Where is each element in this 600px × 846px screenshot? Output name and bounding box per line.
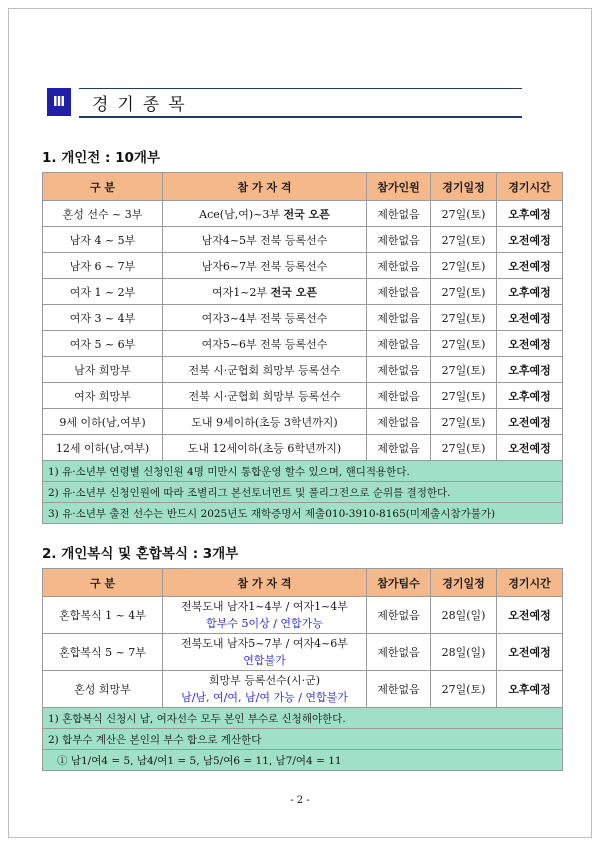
qualification-cell: 남자4~5부 전북 등록선수	[163, 227, 367, 253]
col-header-division: 구 분	[43, 569, 163, 597]
section-number-badge: Ⅲ	[47, 88, 71, 116]
division-cell: 남자 6 ~ 7부	[43, 253, 163, 279]
table-row	[43, 201, 563, 227]
division-cell: 12세 이하(남,여부)	[43, 435, 163, 461]
col-header-date: 경기일정	[431, 173, 497, 201]
doubles-table	[42, 568, 563, 771]
note-row	[43, 461, 563, 482]
section-title: 경기종목	[92, 95, 194, 115]
col-header-time: 경기시간	[497, 173, 563, 201]
table-row	[43, 409, 563, 435]
time-cell: 오후예정	[497, 201, 563, 227]
date-cell: 27일(토)	[431, 227, 497, 253]
division-cell: 혼합복식 1 ~ 4부	[43, 597, 163, 634]
header-rule-bottom	[79, 116, 522, 118]
col-header-qualification: 참 가 자 격	[163, 569, 367, 597]
count-cell: 제한없음	[367, 253, 431, 279]
count-cell: 제한없음	[367, 227, 431, 253]
col-header-count: 참가인원	[367, 173, 431, 201]
date-cell: 28일(일)	[431, 634, 497, 671]
date-cell: 27일(토)	[431, 279, 497, 305]
qualification-cell: 여자3~4부 전북 등록선수	[163, 305, 367, 331]
note-row	[43, 729, 563, 750]
qualification-cell: 희망부 등록선수(시·군) 남/남, 여/여, 남/여 가능 / 연합불가	[163, 671, 367, 708]
table-row	[43, 253, 563, 279]
division-cell: 남자 4 ~ 5부	[43, 227, 163, 253]
note-text: 2) 유·소년부 신청인원에 따라 조별리그 본선토너먼트 및 풀리그전으로 순위를 결정한다.	[43, 482, 563, 503]
time-cell: 오전예정	[497, 305, 563, 331]
date-cell: 28일(일)	[431, 597, 497, 634]
qualification-cell: Ace(남,여)~3부 전국 오픈	[163, 201, 367, 227]
time-cell: 오전예정	[497, 597, 563, 634]
table-row	[43, 227, 563, 253]
table-row	[43, 597, 563, 634]
time-cell: 오후예정	[497, 383, 563, 409]
division-cell: 여자 5 ~ 6부	[43, 331, 163, 357]
time-cell: 오전예정	[497, 331, 563, 357]
qualification-cell: 전북 시·군협회 희망부 등록선수	[163, 357, 367, 383]
time-cell: 오후예정	[497, 279, 563, 305]
count-cell: 제한없음	[367, 671, 431, 708]
division-cell: 9세 이하(남,여부)	[43, 409, 163, 435]
division-cell: 여자 희망부	[43, 383, 163, 409]
qualification-cell: 도내 9세이하(초등 3학년까지)	[163, 409, 367, 435]
note-text: 1) 유·소년부 연령별 신청인원 4명 미만시 통합운영 할수 있으며, 핸디적용한다.	[43, 461, 563, 482]
note-row	[43, 482, 563, 503]
time-cell: 오후예정	[497, 671, 563, 708]
date-cell: 27일(토)	[431, 253, 497, 279]
note-text: 2) 합부수 계산은 본인의 부수 합으로 계산한다	[43, 729, 563, 750]
table-row	[43, 383, 563, 409]
count-cell: 제한없음	[367, 279, 431, 305]
col-header-division: 구 분	[43, 173, 163, 201]
time-cell: 오후예정	[497, 357, 563, 383]
col-header-time: 경기시간	[497, 569, 563, 597]
table-row	[43, 331, 563, 357]
qualification-cell: 전북도내 남자1~4부 / 여자1~4부 합부수 5이상 / 연합가능	[163, 597, 367, 634]
note-text: 1) 혼합복식 신청시 남, 여자선수 모두 본인 부수로 신청해야한다.	[43, 708, 563, 729]
date-cell: 27일(토)	[431, 357, 497, 383]
division-cell: 혼성 희망부	[43, 671, 163, 708]
time-cell: 오전예정	[497, 409, 563, 435]
division-cell: 여자 3 ~ 4부	[43, 305, 163, 331]
section-header	[47, 88, 522, 118]
division-cell: 혼성 선수 ~ 3부	[43, 201, 163, 227]
col-header-team-count: 참가팀수	[367, 569, 431, 597]
date-cell: 27일(토)	[431, 201, 497, 227]
table-row	[43, 279, 563, 305]
table-row	[43, 435, 563, 461]
table-row	[43, 671, 563, 708]
date-cell: 27일(토)	[431, 305, 497, 331]
individual-heading: 1. 개인전 : 10개부	[42, 150, 161, 166]
qualification-cell: 도내 12세이하(초등 6학년까지)	[163, 435, 367, 461]
time-cell: 오전예정	[497, 253, 563, 279]
division-cell: 여자 1 ~ 2부	[43, 279, 163, 305]
note-text: 3) 유·소년부 출전 선수는 반드시 2025년도 재학증명서 제출010-3910-8165(미제출시참가불가)	[43, 503, 563, 524]
qualification-cell: 남자6~7부 전북 등록선수	[163, 253, 367, 279]
table-header-row	[43, 569, 563, 597]
time-cell: 오전예정	[497, 634, 563, 671]
header-rule-top	[79, 88, 522, 89]
note-row	[43, 750, 563, 771]
date-cell: 27일(토)	[431, 331, 497, 357]
note-row	[43, 503, 563, 524]
time-cell: 오전예정	[497, 227, 563, 253]
col-header-date: 경기일정	[431, 569, 497, 597]
note-row	[43, 708, 563, 729]
count-cell: 제한없음	[367, 305, 431, 331]
count-cell: 제한없음	[367, 435, 431, 461]
division-cell: 혼합복식 5 ~ 7부	[43, 634, 163, 671]
page-number: - 2 -	[290, 795, 310, 806]
qualification-cell: 여자5~6부 전북 등록선수	[163, 331, 367, 357]
count-cell: 제한없음	[367, 597, 431, 634]
date-cell: 27일(토)	[431, 671, 497, 708]
division-cell: 남자 희망부	[43, 357, 163, 383]
date-cell: 27일(토)	[431, 383, 497, 409]
individual-table	[42, 172, 563, 524]
date-cell: 27일(토)	[431, 435, 497, 461]
doubles-heading: 2. 개인복식 및 혼합복식 : 3개부	[42, 546, 239, 562]
count-cell: 제한없음	[367, 409, 431, 435]
date-cell: 27일(토)	[431, 409, 497, 435]
count-cell: 제한없음	[367, 383, 431, 409]
note-text: ① 남1/여4 = 5, 남4/여1 = 5, 남5/여6 = 11, 남7/여4 = 11	[43, 750, 563, 771]
qualification-cell: 전북도내 남자5~7부 / 여자4~6부 연합불가	[163, 634, 367, 671]
count-cell: 제한없음	[367, 331, 431, 357]
qualification-cell: 여자1~2부 전국 오픈	[163, 279, 367, 305]
col-header-qualification: 참 가 자 격	[163, 173, 367, 201]
count-cell: 제한없음	[367, 634, 431, 671]
table-header-row	[43, 173, 563, 201]
table-row	[43, 357, 563, 383]
qualification-cell: 전북 시·군협회 희망부 등록선수	[163, 383, 367, 409]
count-cell: 제한없음	[367, 357, 431, 383]
count-cell: 제한없음	[367, 201, 431, 227]
table-row	[43, 634, 563, 671]
time-cell: 오전예정	[497, 435, 563, 461]
table-row	[43, 305, 563, 331]
